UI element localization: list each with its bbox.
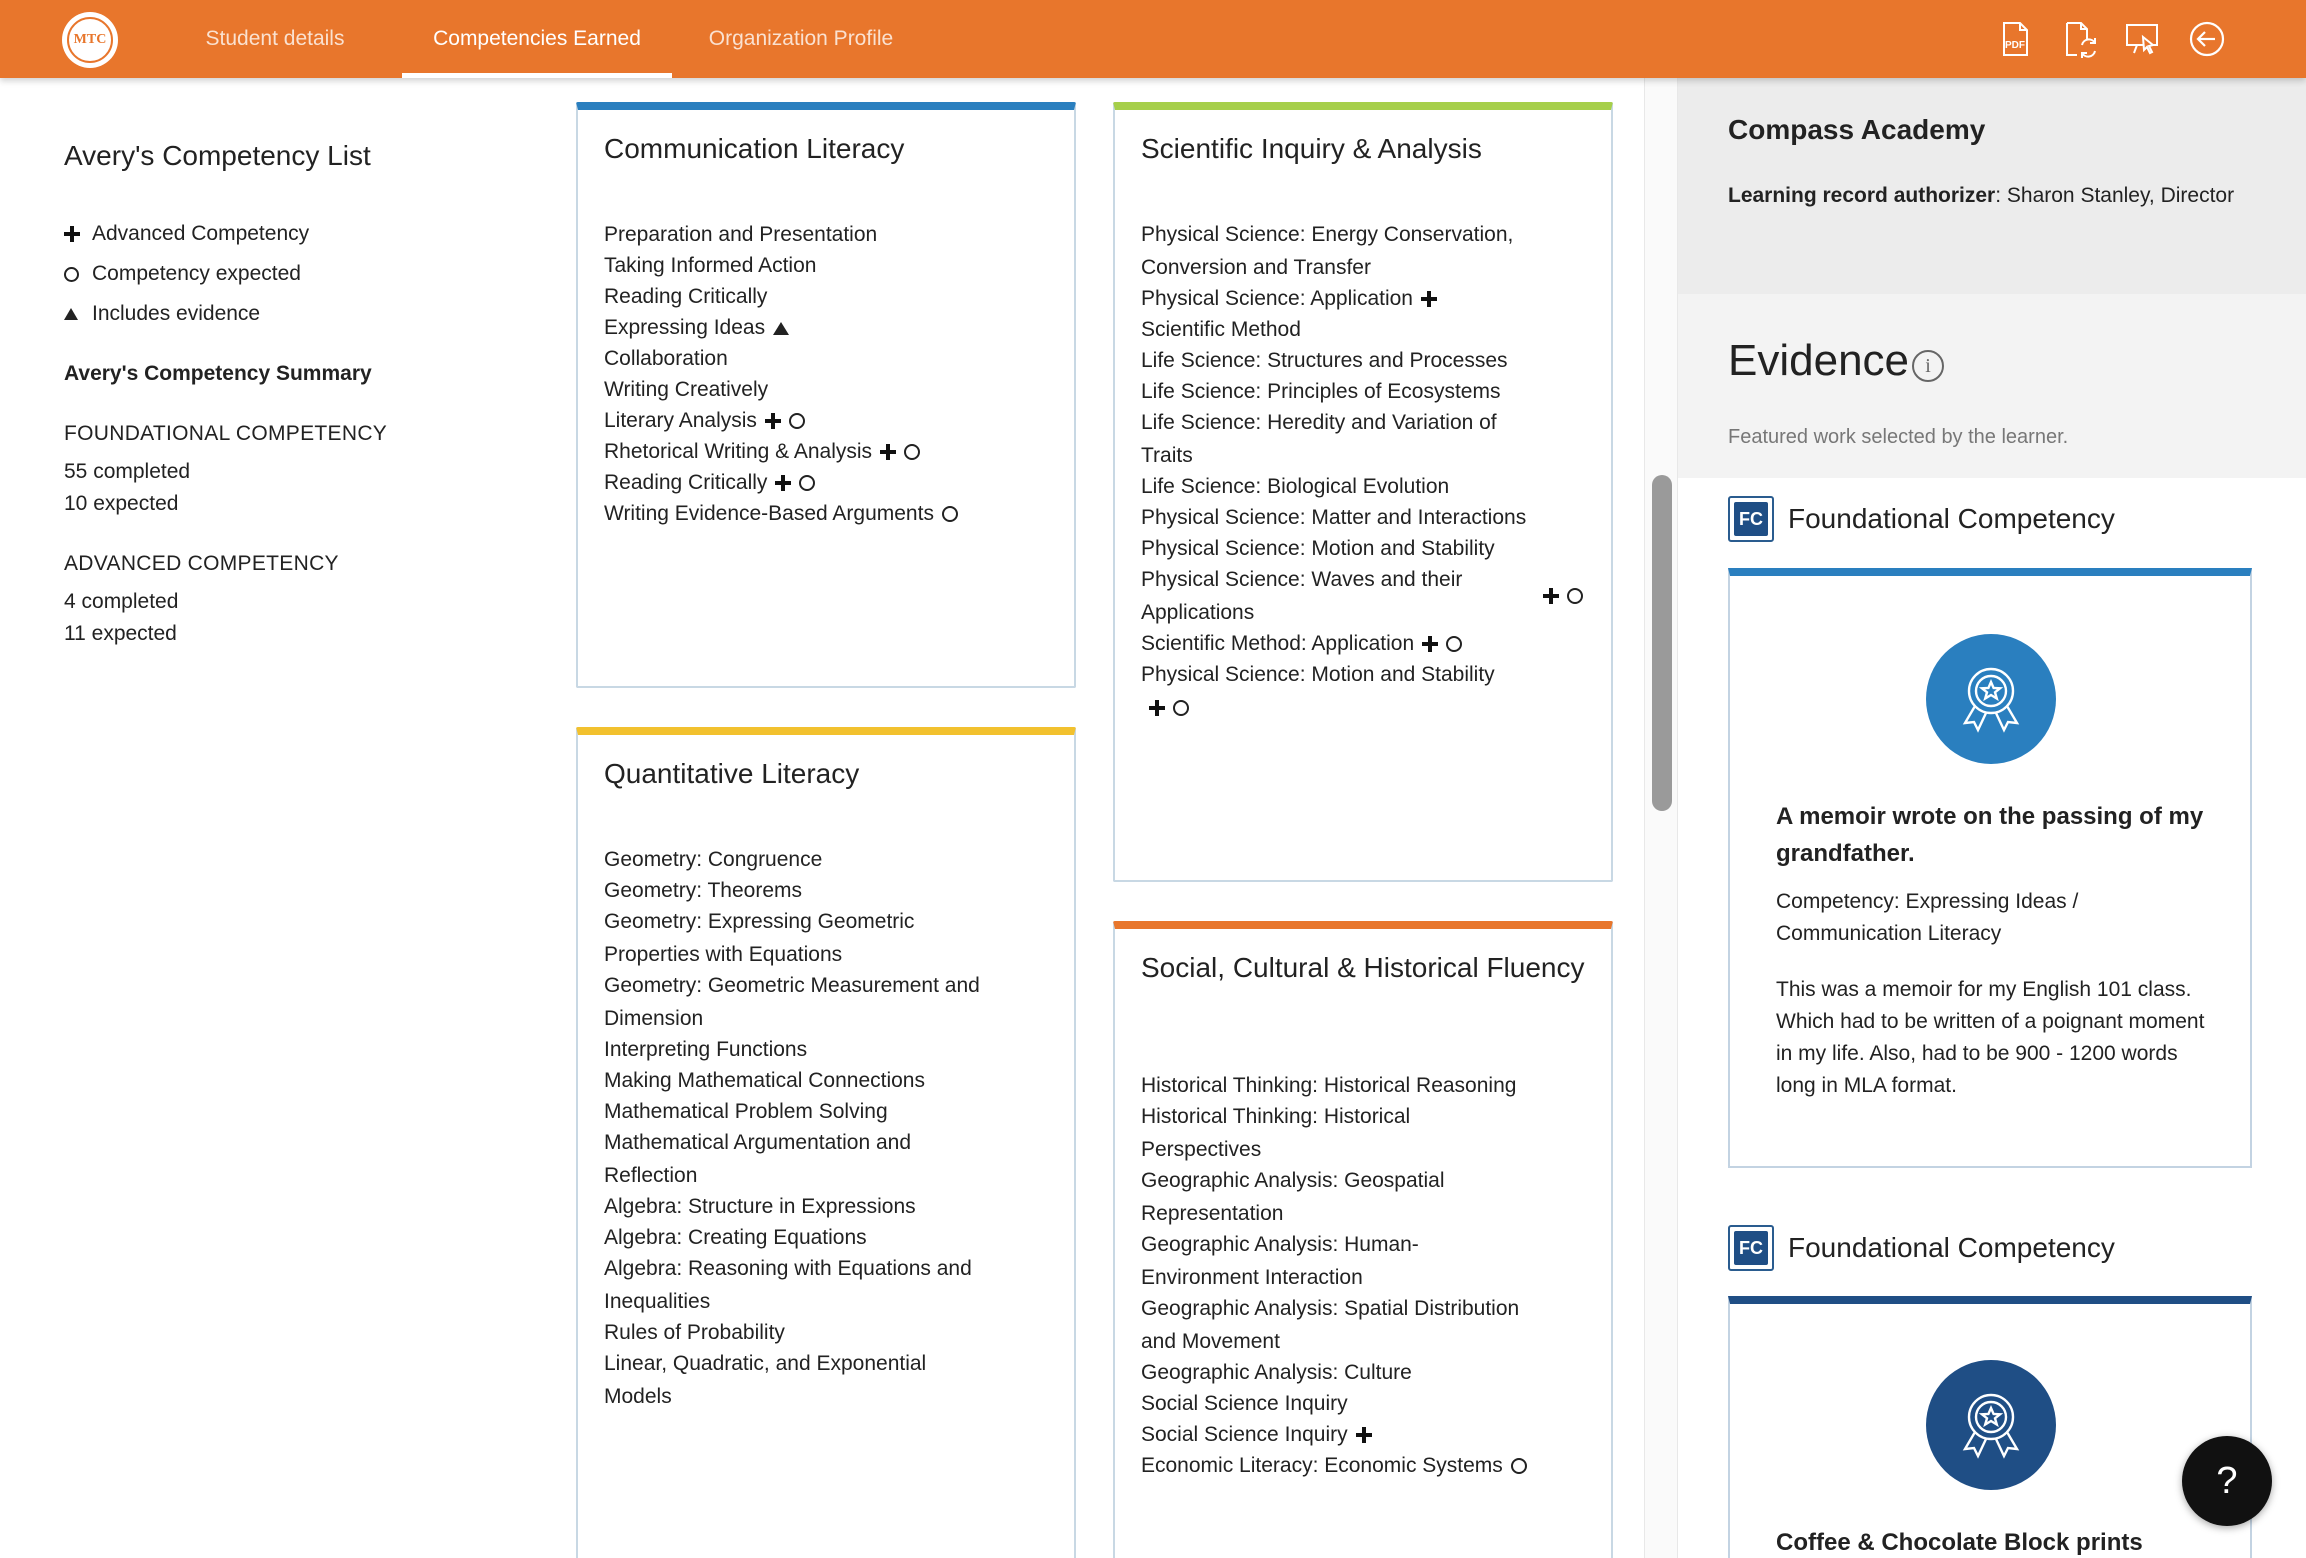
competency-label: Historical Thinking: Historical Reasoning <box>1141 1074 1517 1097</box>
competency-item[interactable] <box>604 1347 1050 1413</box>
evidence-subtitle: Featured work selected by the learner. <box>1728 426 2069 448</box>
competency-label: Mathematical Argumentation and Reflection <box>604 1131 912 1187</box>
competency-label: Geometry: Geometric Measurement and Dimension <box>604 974 980 1030</box>
foundational-expected: 10 expected <box>64 492 179 515</box>
evidence-category: Foundational Competency <box>1788 1232 2115 1263</box>
back-arrow-icon[interactable] <box>2186 18 2228 60</box>
competency-label: Writing Creatively <box>604 378 769 401</box>
circle-icon <box>1567 588 1583 604</box>
competency-label: Algebra: Reasoning with Equations and Inequalities <box>604 1257 972 1313</box>
evidence-card[interactable] <box>1728 1296 2252 1558</box>
logo-text: MTC <box>67 17 113 63</box>
advanced-expected: 11 expected <box>64 622 177 645</box>
competency-label: Preparation and Presentation <box>604 223 878 246</box>
competency-label: Literary Analysis <box>604 409 757 432</box>
fc-badge-icon <box>1728 1225 1774 1271</box>
competency-item[interactable] <box>604 1126 1050 1192</box>
legend-label: Competency expected <box>92 262 301 285</box>
card-title: Social, Cultural & Historical Fluency <box>1141 952 1585 983</box>
competency-marks <box>942 506 958 522</box>
competency-label: Collaboration <box>604 347 728 370</box>
competency-marks <box>765 413 805 429</box>
evidence-header <box>1678 294 2306 478</box>
circle-icon <box>1446 636 1462 652</box>
competency-label: Interpreting Functions <box>604 1038 808 1061</box>
circle-icon <box>942 506 958 522</box>
competency-item[interactable] <box>604 843 1050 876</box>
competency-item[interactable] <box>604 466 1050 499</box>
tab-student-details[interactable]: Student details <box>205 27 345 50</box>
summary-title: Avery's Competency Summary <box>64 362 372 385</box>
competency-label: Geographic Analysis: Culture <box>1141 1361 1412 1384</box>
circle-icon <box>1511 1458 1527 1474</box>
evidence-category-header <box>1728 496 2115 542</box>
pdf-icon[interactable] <box>1994 18 2036 60</box>
competency-marks <box>880 444 920 460</box>
authorizer-line <box>1728 184 2234 208</box>
competency-label: Physical Science: Motion and Stability <box>1141 663 1495 686</box>
competency-label: Life Science: Structures and Processes <box>1141 349 1508 372</box>
legend-expected <box>64 254 309 294</box>
competency-item[interactable] <box>1141 344 1587 377</box>
competency-marks <box>1511 1458 1527 1474</box>
competency-label: Algebra: Creating Equations <box>604 1226 867 1249</box>
competency-label: Physical Science: Motion and Stability <box>1141 537 1495 560</box>
card-communication-literacy <box>576 102 1076 688</box>
scrollbar-thumb[interactable] <box>1652 475 1672 811</box>
competency-label: Writing Evidence-Based Arguments <box>604 502 934 525</box>
evidence-card-title: Coffee & Chocolate Block prints <box>1776 1529 2143 1556</box>
competency-item[interactable] <box>1141 1292 1587 1358</box>
competency-marks <box>1149 700 1189 716</box>
fc-badge-text: FC <box>1734 1231 1768 1265</box>
plus-icon <box>1543 588 1559 604</box>
competency-item[interactable] <box>604 1064 1050 1097</box>
circle-icon <box>64 267 92 282</box>
competency-label: Social Science Inquiry <box>1141 1392 1348 1415</box>
competency-item[interactable] <box>1141 313 1587 346</box>
competency-item[interactable] <box>604 280 1050 313</box>
plus-icon <box>1422 636 1438 652</box>
evidence-card-title: A memoir wrote on the passing of my grandfather. <box>1776 803 2204 867</box>
competency-label: Scientific Method: Application <box>1141 632 1415 655</box>
card-quantitative-literacy <box>576 727 1076 1558</box>
foundational-completed: 55 completed <box>64 460 191 483</box>
organization-name: Compass Academy <box>1728 114 1986 145</box>
competency-label: Expressing Ideas <box>604 316 766 339</box>
competency-label: Life Science: Biological Evolution <box>1141 475 1450 498</box>
competency-item[interactable] <box>1141 1449 1587 1482</box>
organization-box <box>1678 78 2306 294</box>
competency-label: Life Science: Heredity and Variation of Traits <box>1141 411 1497 467</box>
award-medal-icon <box>1926 634 2056 764</box>
card-items <box>1141 218 1587 724</box>
competency-label: Geographic Analysis: Human-Environment Interaction <box>1141 1233 1419 1289</box>
competency-item[interactable] <box>604 1221 1050 1254</box>
competency-label: Geometry: Congruence <box>604 848 823 871</box>
competency-item[interactable] <box>604 218 1050 251</box>
competency-item[interactable] <box>1141 218 1587 284</box>
legend-label: Includes evidence <box>92 302 261 325</box>
competency-item[interactable] <box>1141 470 1587 503</box>
authorizer-value: : Sharon Stanley, Director <box>1995 184 2235 207</box>
tab-competencies-earned[interactable]: Competencies Earned <box>402 0 672 78</box>
competency-item[interactable] <box>604 1033 1050 1066</box>
competency-label: Making Mathematical Connections <box>604 1069 925 1092</box>
competency-label: Historical Thinking: Historical Perspectives <box>1141 1105 1411 1161</box>
competency-label: Reading Critically <box>604 471 768 494</box>
plus-icon <box>1149 700 1165 716</box>
legend-advanced <box>64 214 309 254</box>
competency-item[interactable] <box>604 404 1050 437</box>
evidence-card-description: This was a memoir for my English 101 class. Which had to be written of a poignant moment in my life. Also, had to be 900 - 1200 words long in MLA format. <box>1776 978 2205 1097</box>
triangle-icon <box>64 308 92 320</box>
competency-item[interactable] <box>1141 1100 1587 1166</box>
competency-marks <box>775 475 815 491</box>
right-panel <box>1678 78 2306 1558</box>
competency-item[interactable] <box>604 969 1050 1035</box>
plus-icon <box>765 413 781 429</box>
info-icon[interactable]: i <box>1912 350 1944 382</box>
plus-icon <box>1356 1427 1372 1443</box>
competency-label: Physical Science: Application <box>1141 287 1413 310</box>
circle-icon <box>904 444 920 460</box>
card-social-cultural-historical <box>1113 921 1613 1558</box>
circle-icon <box>1173 700 1189 716</box>
competency-item[interactable] <box>1141 627 1587 660</box>
competency-label: Physical Science: Matter and Interactions <box>1141 506 1527 529</box>
competency-marks <box>1422 636 1462 652</box>
competency-marks <box>1356 1427 1372 1443</box>
competency-label: Taking Informed Action <box>604 254 817 277</box>
evidence-list <box>1678 478 2306 1558</box>
card-items <box>604 843 1050 1413</box>
circle-icon <box>789 413 805 429</box>
circle-icon <box>799 475 815 491</box>
plus-icon <box>880 444 896 460</box>
scrollbar-track[interactable] <box>1644 78 1678 1558</box>
help-button[interactable]: ? <box>2182 1436 2272 1526</box>
advanced-label: ADVANCED COMPETENCY <box>64 552 339 575</box>
competency-item[interactable] <box>1141 1228 1587 1294</box>
competency-item[interactable] <box>604 1190 1050 1223</box>
competency-item[interactable] <box>1141 1069 1587 1102</box>
evidence-title: Evidence <box>1728 336 1910 385</box>
competency-item[interactable] <box>1141 563 1587 629</box>
competency-label: Geographic Analysis: Geospatial Representation <box>1141 1169 1445 1225</box>
legend-evidence <box>64 294 309 334</box>
competency-item[interactable] <box>604 497 1050 530</box>
logo[interactable] <box>62 12 118 68</box>
competency-label: Geometry: Expressing Geometric Properties with Equations <box>604 910 915 966</box>
tab-organization-profile[interactable]: Organization Profile <box>708 27 894 50</box>
competency-item[interactable] <box>1141 406 1587 472</box>
competency-item[interactable] <box>604 905 1050 971</box>
competency-item[interactable] <box>604 874 1050 907</box>
competency-list-title: Avery's Competency List <box>64 140 371 171</box>
competency-item[interactable] <box>1141 532 1587 565</box>
competency-label: Life Science: Principles of Ecosystems <box>1141 380 1501 403</box>
competency-item[interactable] <box>604 435 1050 468</box>
evidence-category-header <box>1728 1225 2115 1271</box>
evidence-card-competency: Competency: Expressing Ideas / Communication Literacy <box>1776 890 2079 945</box>
plus-icon <box>1421 291 1437 307</box>
competency-item[interactable] <box>604 373 1050 406</box>
legend-label: Advanced Competency <box>92 222 310 245</box>
competency-item[interactable] <box>1141 501 1587 534</box>
competency-label: Geometry: Theorems <box>604 879 803 902</box>
competency-item[interactable] <box>604 342 1050 375</box>
competency-label: Algebra: Structure in Expressions <box>604 1195 916 1218</box>
competency-item[interactable] <box>1141 1387 1587 1420</box>
plus-icon <box>775 475 791 491</box>
competency-marks <box>773 322 789 335</box>
competency-item[interactable] <box>604 1316 1050 1349</box>
plus-icon <box>64 226 92 242</box>
competency-item[interactable] <box>1141 1418 1587 1451</box>
competency-item[interactable] <box>1141 1164 1587 1230</box>
refresh-icon[interactable] <box>2058 18 2100 60</box>
authorizer-label: Learning record authorizer <box>1728 184 1996 207</box>
competency-label: Geographic Analysis: Spatial Distribution and Movement <box>1141 1297 1520 1353</box>
present-icon[interactable] <box>2122 18 2164 60</box>
competency-item[interactable] <box>604 1095 1050 1128</box>
evidence-card[interactable] <box>1728 568 2252 1168</box>
competency-label: Rhetorical Writing & Analysis <box>604 440 873 463</box>
competency-item[interactable] <box>1141 375 1587 408</box>
competency-label: Scientific Method <box>1141 318 1301 341</box>
advanced-completed: 4 completed <box>64 590 179 613</box>
competency-label: Linear, Quadratic, and Exponential Models <box>604 1352 927 1408</box>
evidence-category: Foundational Competency <box>1788 503 2115 534</box>
competency-item[interactable] <box>604 1252 1050 1318</box>
competency-marks <box>1543 588 1583 604</box>
legend <box>64 214 309 334</box>
competency-item[interactable] <box>1141 1356 1587 1389</box>
card-title: Quantitative Literacy <box>604 758 860 789</box>
competency-label: Mathematical Problem Solving <box>604 1100 888 1123</box>
card-title: Communication Literacy <box>604 133 905 164</box>
competency-item[interactable] <box>604 249 1050 282</box>
competency-label: Rules of Probability <box>604 1321 785 1344</box>
competency-item[interactable] <box>1141 658 1587 724</box>
competency-label: Physical Science: Energy Conservation, Conversion and Transfer <box>1141 223 1514 279</box>
competency-label: Social Science Inquiry <box>1141 1423 1348 1446</box>
card-scientific-inquiry <box>1113 102 1613 882</box>
fc-badge-text: FC <box>1734 502 1768 536</box>
fc-badge-icon <box>1728 496 1774 542</box>
card-items <box>1141 1069 1587 1482</box>
foundational-label: FOUNDATIONAL COMPETENCY <box>64 422 388 445</box>
svg-text:PDF: PDF <box>2005 40 2025 51</box>
top-navigation-bar <box>0 0 2306 78</box>
card-title: Scientific Inquiry & Analysis <box>1141 133 1482 164</box>
competency-label: Reading Critically <box>604 285 768 308</box>
competency-item[interactable] <box>1141 282 1587 315</box>
competency-item[interactable] <box>604 311 1050 344</box>
award-medal-icon <box>1926 1360 2056 1490</box>
competency-label: Physical Science: Waves and their Applications <box>1141 568 1463 624</box>
competency-marks <box>1421 291 1437 307</box>
card-items <box>604 218 1050 530</box>
triangle-icon <box>773 322 789 335</box>
competency-label: Economic Literacy: Economic Systems <box>1141 1454 1503 1477</box>
